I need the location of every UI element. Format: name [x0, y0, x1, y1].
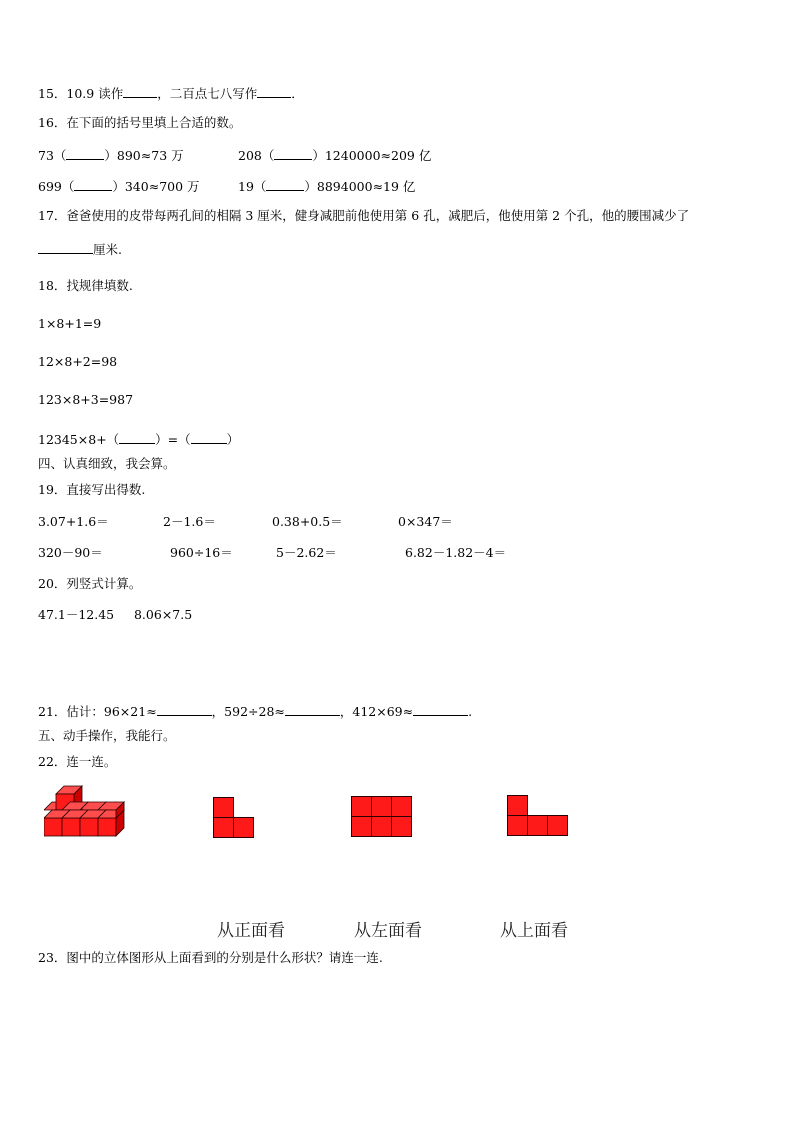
q15-text-2: ，二百点七八写作 [157, 86, 258, 101]
q18-equation-3: 123×8+3=987 [38, 392, 134, 407]
q16-item-pre: 73（ [38, 148, 67, 163]
section-5-heading: 五、动手操作，我能行。 [38, 728, 176, 743]
q19-problem: 0.38+0.5＝ [272, 514, 343, 529]
q16-item-pre: 699（ [38, 179, 75, 194]
q16-item [238, 146, 431, 164]
question-17: 17．爸爸使用的皮带每两孔间的相隔 3 厘米，健身减肥前他使用第 6 孔，减肥后，他使用第 2 个孔，他的腰围减少了 [38, 208, 690, 223]
q16-item-post: ）8894000≈19 亿 [304, 179, 416, 194]
question-19-title: 19．直接写出得数. [38, 482, 146, 497]
q15-text-1: 15．10.9 读作 [38, 86, 124, 101]
question-18-title: 18．找规律填数. [38, 278, 133, 293]
q16-item-post: ）340≈700 万 [112, 179, 200, 194]
q21-text-1: 21．估计：96×21≈ [38, 704, 157, 719]
answer-blank[interactable] [74, 177, 112, 191]
q16-item [238, 177, 415, 195]
q16-item [38, 146, 184, 164]
answer-blank[interactable] [266, 177, 304, 191]
answer-blank[interactable] [38, 240, 93, 254]
section-4-heading: 四、认真细致，我会算。 [38, 456, 176, 471]
q16-item-pre: 19（ [238, 179, 267, 194]
q15-text-3: ． [291, 86, 304, 101]
q18-equation-2: 12×8+2=98 [38, 354, 118, 369]
question-23-title: 23．图中的立体图形从上面看到的分别是什么形状？请连一连. [38, 950, 383, 965]
q16-item-post: ）1240000≈209 亿 [312, 148, 432, 163]
answer-blank[interactable] [274, 146, 312, 160]
question-15 [38, 84, 304, 102]
view-shape-grid-2x3 [351, 796, 413, 838]
q21-text-4: . [468, 704, 473, 719]
cube-solid-figure [44, 784, 130, 846]
question-17-line2 [38, 240, 122, 258]
q19-problem: 6.82－1.82－4＝ [405, 545, 507, 560]
question-16-title: 16．在下面的括号里填上合适的数。 [38, 115, 242, 130]
view-label-front: 从正面看 [217, 921, 285, 941]
q16-item [38, 177, 200, 195]
q19-problem: 320－90＝ [38, 545, 103, 560]
q19-problem: 2－1.6＝ [163, 514, 216, 529]
q20-problems: 47.1－12.45 8.06×7.5 [38, 607, 193, 622]
view-shape-l-wide [507, 795, 569, 837]
view-label-left: 从左面看 [354, 921, 422, 941]
answer-blank[interactable] [66, 146, 104, 160]
question-20-title: 20．列竖式计算。 [38, 576, 142, 591]
q21-text-3: ，412×69≈ [339, 704, 414, 719]
q19-problem: 960÷16＝ [170, 545, 233, 560]
answer-blank[interactable] [257, 84, 291, 98]
q18-eq4-mid: ）=（ [155, 432, 191, 447]
q19-problem: 0×347＝ [398, 514, 453, 529]
q21-text-2: ，592÷28≈ [211, 704, 285, 719]
view-label-top: 从上面看 [500, 921, 568, 941]
answer-blank[interactable] [123, 84, 157, 98]
answer-blank[interactable] [413, 702, 468, 716]
view-shape-l-small [213, 797, 255, 839]
q19-problem: 3.07+1.6＝ [38, 514, 109, 529]
q16-item-post: ）890≈73 万 [104, 148, 184, 163]
q18-equation-4 [38, 430, 239, 448]
q18-eq4-end: ） [226, 432, 240, 447]
q18-equation-1: 1×8+1=9 [38, 316, 102, 331]
q19-problem: 5－2.62＝ [276, 545, 337, 560]
question-21 [38, 702, 472, 720]
q16-item-pre: 208（ [238, 148, 275, 163]
answer-blank[interactable] [285, 702, 340, 716]
q17-unit: 厘米. [93, 242, 122, 257]
question-22-title: 22．连一连。 [38, 754, 117, 769]
answer-blank[interactable] [157, 702, 212, 716]
q18-eq4-pre: 12345×8+（ [38, 432, 120, 447]
answer-blank[interactable] [119, 430, 155, 444]
answer-blank[interactable] [191, 430, 227, 444]
